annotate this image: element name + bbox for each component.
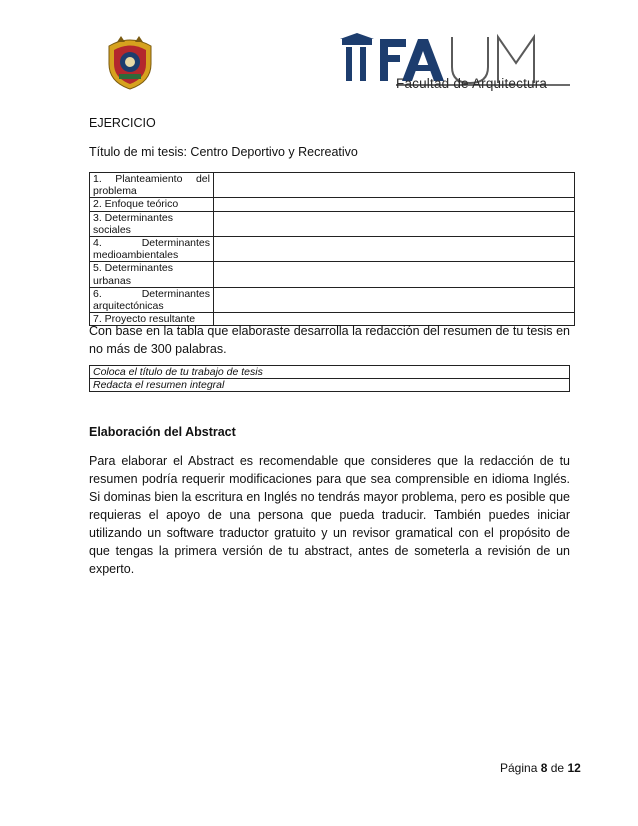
thesis-title-line: Título de mi tesis: Centro Deportivo y Recreativo [89, 145, 358, 159]
cell-word: problema [93, 185, 137, 198]
cell-word: Determinantes [141, 237, 210, 250]
cell-word: 6. [93, 287, 102, 300]
exercise-title: EJERCICIO [89, 116, 156, 130]
footer-middle: de [550, 761, 565, 775]
table-cell-answer[interactable] [214, 198, 575, 211]
cell-word: Planteamiento [115, 173, 183, 185]
page-number-footer [500, 761, 581, 775]
abstract-form-table [89, 365, 570, 392]
table-row [90, 198, 575, 211]
cell-word: Determinantes [141, 287, 210, 300]
table-row [90, 262, 575, 287]
thesis-title-placeholder[interactable]: Coloca el título de tu trabajo de tesis [90, 366, 570, 379]
table-cell-label: 3. Determinantes sociales [90, 211, 214, 236]
abstract-heading: Elaboración del Abstract [89, 425, 236, 439]
summary-placeholder[interactable]: Redacta el resumen integral [90, 379, 570, 392]
table-cell-label [90, 237, 214, 262]
table-cell-answer[interactable] [214, 262, 575, 287]
table-cell-label: 7. Proyecto resultante [90, 313, 214, 326]
cell-word: del [195, 173, 210, 185]
table-cell-label: 2. Enfoque teórico [90, 198, 214, 211]
table-row [90, 211, 575, 236]
table-row [90, 237, 575, 262]
cell-word: arquitectónicas [93, 300, 164, 313]
instruction-paragraph: Con base en la tabla que elaboraste desarrolla la redacción del resumen de tu tesis en no más de 300 palabras. [89, 324, 570, 356]
table-cell-label [90, 173, 214, 198]
abstract-paragraph: Para elaborar el Abstract es recomendable que consideres que la redacción de tu resumen podría requerir modificaciones para que sea comprensible en idioma Inglés. Si dominas bien la escritura en Inglés no tendrás mayor problema, pero es posible que requieras el apoyo de una persona que pueda traducir. También puedes iniciar utilizando un software traductor gratuito y un revisor gramatical con el propósito de que tengas la primera versión de tu abstract, antes de someterla a revisión de un experto. [89, 454, 570, 576]
table-row [90, 173, 575, 198]
table-cell-answer[interactable] [214, 211, 575, 236]
table-cell-answer[interactable] [214, 237, 575, 262]
current-page: 8 [540, 761, 548, 775]
cell-word: medioambientales [93, 249, 179, 262]
table-row [90, 379, 570, 392]
cell-word: 1. [93, 173, 102, 185]
table-cell-answer[interactable] [214, 287, 575, 312]
logo-caption: Facultad de Arquitectura [396, 76, 548, 91]
table-cell-label [90, 287, 214, 312]
thesis-structure-table [89, 172, 575, 326]
table-cell-answer[interactable] [214, 173, 575, 198]
cell-word: 4. [93, 237, 102, 250]
university-crest-logo [103, 34, 157, 90]
footer-prefix: Página [500, 761, 538, 775]
table-row [90, 366, 570, 379]
total-pages: 12 [567, 761, 581, 775]
table-cell-label: 5. Determinantes urbanas [90, 262, 214, 287]
table-row [90, 287, 575, 312]
